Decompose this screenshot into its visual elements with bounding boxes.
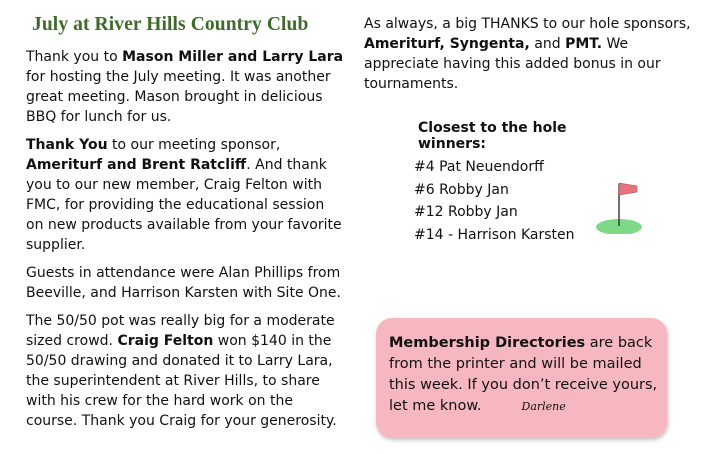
membership-bold: Membership Directories — [389, 335, 586, 351]
winner-item: #12 Robby Jan — [414, 204, 518, 220]
text: won $140 in the 50/50 drawing and donated it to Larry Lara, the superintendent at River Hills, to share with his crew for the hard work on the course. Thank you Craig for your generosity. — [26, 333, 337, 429]
hosts-names: Mason Miller and Larry Lara — [122, 49, 344, 65]
sponsor-name: Ameriturf and Brent Ratcliff — [26, 157, 247, 173]
thank-you-bold: Thank You — [26, 137, 108, 153]
text: We appreciate having this added bonus in our tournaments. — [364, 36, 661, 92]
left-column — [26, 14, 346, 439]
text: and — [529, 36, 566, 52]
text: As always, a big THANKS to our hole sponsors, — [364, 16, 691, 32]
article-title: July at River Hills Country Club — [32, 14, 309, 35]
membership-box — [376, 318, 667, 438]
sponsor-pmt: PMT. — [565, 36, 603, 52]
fifty-fifty-paragraph — [26, 311, 346, 431]
hole-sponsors-paragraph — [364, 14, 694, 94]
signature: Darlene — [521, 400, 566, 413]
text: are back from the printer and will be mailed this week. If you don’t receive yours, let me know. — [389, 335, 658, 414]
text: . And thank you to our new member, Craig Felton with FMC, for providing the educational session on new products available from your favorite supplier. — [26, 157, 342, 253]
guests-paragraph: Guests in attendance were Alan Phillips from Beeville, and Harrison Karsten with Site One. — [26, 265, 341, 301]
sponsor-paragraph — [26, 135, 346, 255]
winner-item: #4 Pat Neuendorff — [414, 159, 544, 175]
sponsor-names: Ameriturf, Syngenta, — [364, 36, 530, 52]
right-column — [364, 14, 694, 102]
winners-heading: Closest to the hole winners: — [418, 120, 567, 152]
hosting-paragraph — [26, 47, 346, 127]
text: Thank you to — [26, 49, 123, 65]
winner-item: #14 - Harrison Karsten — [414, 226, 575, 243]
golf-flag-icon — [593, 178, 645, 234]
winner-name: Craig Felton — [117, 333, 214, 349]
text: to our meeting sponsor, — [107, 137, 281, 153]
text: The 50/50 pot was really big for a moderate sized crowd. — [26, 313, 335, 349]
flag-cloth — [619, 183, 637, 195]
text: for hosting the July meeting. It was another great meeting. Mason brought in delicious BBQ for lunch for us. — [26, 69, 331, 125]
winner-item: #6 Robby Jan — [414, 181, 509, 198]
membership-text — [389, 333, 661, 417]
